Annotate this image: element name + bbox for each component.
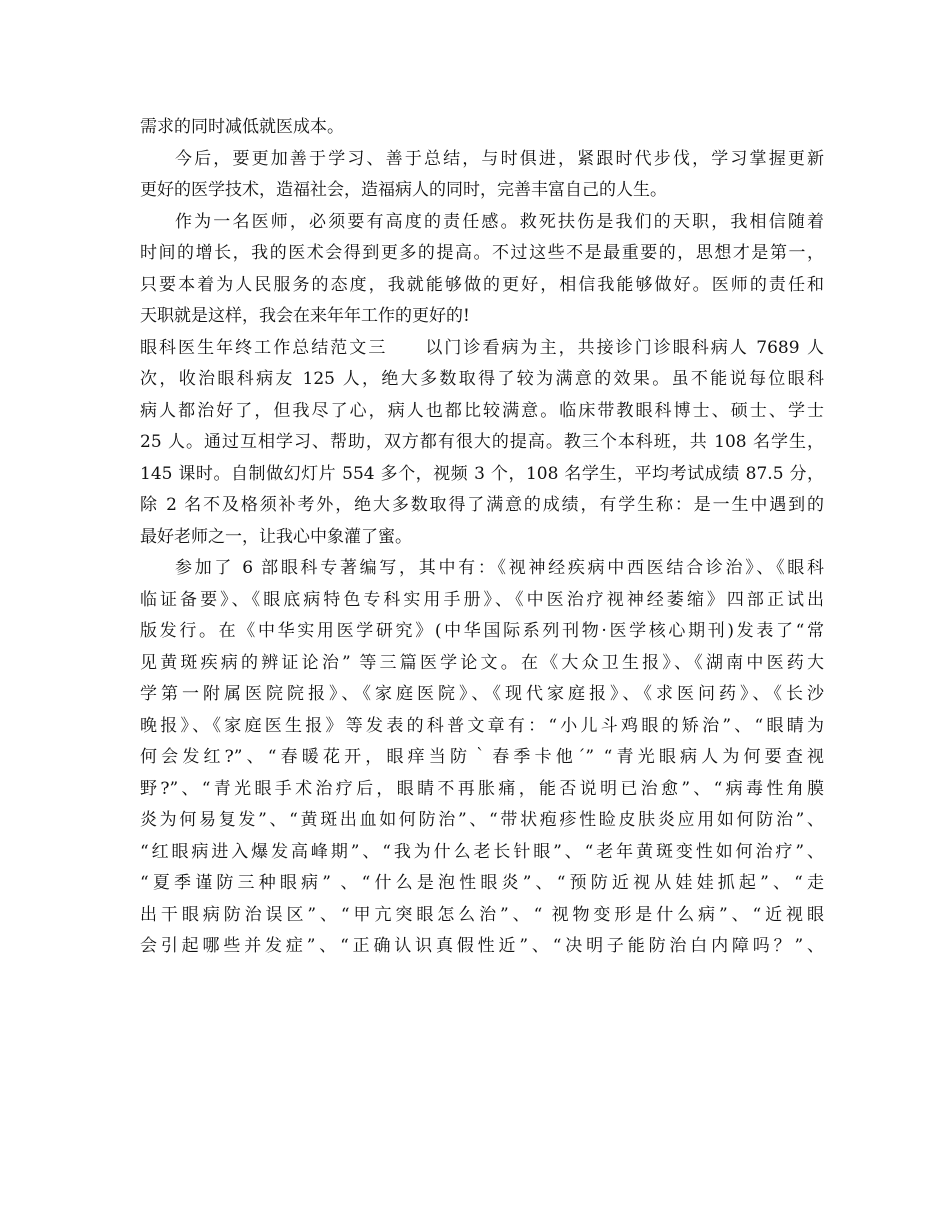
text-line: 参加了 6 部眼科专著编写，其中有：《视神经疾病中西医结合诊治》、《眼科 xyxy=(175,558,824,578)
text-line: 最好老师之一，让我心中象灌了蜜。 xyxy=(140,526,412,547)
text-line: 只要本着为人民服务的态度，我就能够做的更好，相信我能够做好。医师的责任和 xyxy=(140,274,824,295)
text-line: 需求的同时减低就医成本。 xyxy=(140,117,344,137)
text-line: 出干眼病防治误区”、“甲亢突眼怎么治”、“ 视物变形是什么病”、“近视眼 xyxy=(140,904,824,925)
text-line: 学第一附属医院院报》、《家庭医院》、《现代家庭报》、《求医问药》、《长沙 xyxy=(140,684,824,704)
text-line: 病人都治好了，但我尽了心，病人也都比较满意。临床带教眼科博士、硕士、学士 xyxy=(140,400,824,421)
text-line: 天职就是这样，我会在来年年工作的更好的! xyxy=(140,306,470,326)
text-line: 次，收治眼科病友 125 人，绝大多数取得了较为满意的效果。虽不能说每位眼科 xyxy=(140,369,824,389)
text-line: 除 2 名不及格须补考外，绝大多数取得了满意的成绩，有学生称：是一生中遇到的 xyxy=(140,495,824,515)
text-line: “夏季谨防三种眼病” 、“什么是泡性眼炎”、“预防近视从娃娃抓起”、“走 xyxy=(140,873,824,893)
text-line: 野?”、“青光眼手术治疗后，眼睛不再胀痛，能否说明已治愈”、“病毒性角膜 xyxy=(140,778,824,799)
text-line: 版发行。在《中华实用医学研究》(中华国际系列刊物·医学核心期刊)发表了“常 xyxy=(140,621,824,641)
text-line: 更好的医学技术，造福社会，造福病人的同时，完善丰富自己的人生。 xyxy=(140,180,667,200)
document-page xyxy=(140,112,824,963)
text-line: “红眼病进入爆发高峰期”、“我为什么老长针眼”、“老年黄斑变性如何治疗”、 xyxy=(140,841,824,862)
text-line: 见黄斑疾病的辨证论治” 等三篇医学论文。在《大众卫生报》、《湖南中医药大 xyxy=(140,652,824,673)
text-line: 作为一名医师，必须要有高度的责任感。救死扶伤是我们的天职，我相信随着 xyxy=(175,211,824,232)
text-line: 会引起哪些并发症”、“正确认识真假性近”、“决明子能防治白内障吗？”、 xyxy=(140,936,824,956)
text-line: 临证备要》、《眼底病特色专科实用手册》、《中医治疗视神经萎缩》四部正试出 xyxy=(140,589,824,610)
text-line: 眼科医生年终工作总结范文三 以门诊看病为主，共接诊门诊眼科病人 7689 人 xyxy=(140,337,824,358)
text-line: 晚报》、《家庭医生报》等发表的科普文章有：“小儿斗鸡眼的矫治”、“眼睛为 xyxy=(140,715,824,736)
text-line: 时间的增长，我的医术会得到更多的提高。不过这些不是最重要的，思想才是第一， xyxy=(140,243,824,263)
text-line: 炎为何易复发”、“黄斑出血如何防治”、“带状疱疹性睑皮肤炎应用如何防治”、 xyxy=(140,810,824,830)
text-line: 今后，要更加善于学习、善于总结，与时俱进，紧跟时代步伐，学习掌握更新 xyxy=(175,148,824,169)
text-line: 25 人。通过互相学习、帮助，双方都有很大的提高。教三个本科班，共 108 名学生， xyxy=(140,432,824,452)
text-line: 145 课时。自制做幻灯片 554 多个，视频 3 个，108 名学生，平均考试成绩 87.5 分， xyxy=(140,463,824,484)
text-line: 何会发红?”、“春暖花开，眼痒当防｀春季卡他´” “青光眼病人为何要查视 xyxy=(140,747,824,767)
